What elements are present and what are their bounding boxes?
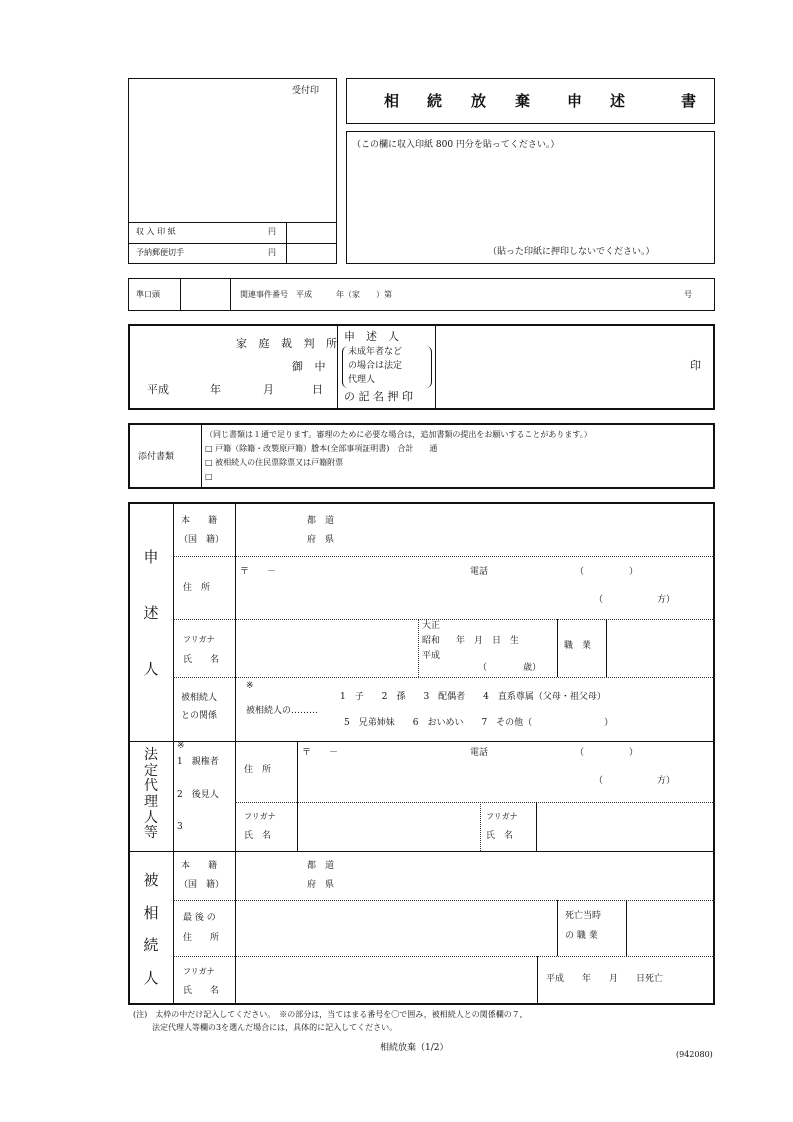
applicant-fuken: 府 県	[307, 535, 335, 545]
relation-prefix: 被相続人の………	[246, 706, 319, 716]
relation-label-1: 被相続人	[181, 693, 218, 703]
case-number-row	[128, 278, 715, 311]
era-taisho[interactable]: 大正	[422, 621, 441, 631]
deceased-kokuseki-label: （国 籍）	[179, 880, 225, 890]
attachments-label: 添付書類	[138, 452, 175, 462]
applicant-phone-label: 電話	[470, 567, 489, 577]
postage-label: 予納郵便切手	[136, 248, 184, 257]
applicant-furigana-label: フリガナ	[183, 635, 215, 644]
legal-rep-address-label: 住 所	[244, 765, 272, 775]
applicant-section-label	[141, 548, 161, 678]
stamp-instruction: （この欄に収入印紙 800 円分を貼ってください。）	[352, 140, 560, 150]
attachments-note: （同じ書類は１通で足ります。審理のために必要な場合は，追加書類の提出をお願いすることがあります。）	[205, 430, 592, 439]
legal-rep-opt-parent[interactable]: 1 親権者	[177, 757, 219, 767]
deceased-todo: 都 道	[307, 861, 335, 871]
stamp-paste-area[interactable]	[346, 131, 715, 264]
jun-kuchi-label: 準口頭	[136, 290, 160, 299]
applicant-postal[interactable]: 〒 －	[240, 567, 277, 577]
applicant-occupation-label: 職 業	[564, 641, 592, 651]
paren-line-1: 未成年者など	[348, 347, 403, 357]
applicant-honseki-label: 本 籍	[181, 516, 218, 526]
title-char-5: 申	[567, 92, 583, 110]
attachment-item-1[interactable]: □ 戸籍（除籍・改製原戸籍）謄本(全部事項証明書) 合計 通	[205, 444, 438, 453]
related-case-number[interactable]: 関連事件番号 平成 年（家 ）第	[240, 290, 392, 299]
deceased-furigana-label: フリガナ	[183, 967, 215, 976]
footer-note-1: (注) 太枠の中だけ記入してください。 ※の部分は，当てはまる番号を〇で囲み，被相続人との関係欄の７,	[133, 1010, 523, 1019]
footer-note-2: 法定代理人等欄の3を選んだ場合には，具体的に記入してください。	[152, 1023, 398, 1032]
applicant-todo: 都 道	[307, 516, 335, 526]
court-label: 家 庭 裁 判 所	[236, 337, 341, 350]
onchu-label: 御 中	[292, 360, 330, 373]
deceased-occupation-label-2: の 職 業	[565, 931, 598, 941]
legal-rep-furigana-label-2: フリガナ	[486, 812, 518, 821]
revenue-stamp-yen: 円	[268, 227, 276, 236]
date-month: 月	[263, 383, 274, 396]
legal-rep-kata-field[interactable]: （ 方）	[594, 776, 676, 786]
postage-yen: 円	[268, 248, 276, 257]
title-char-7: 書	[681, 92, 697, 110]
date-year: 年	[210, 383, 221, 396]
date-day: 日	[312, 383, 323, 396]
applicant-section-char: 述	[143, 604, 159, 622]
legal-rep-char: 定	[144, 762, 158, 779]
legal-rep-postal[interactable]: 〒 －	[302, 748, 339, 758]
title-box	[346, 78, 715, 124]
date-heisei: 平成	[147, 383, 169, 396]
page-label: 相続放棄（1/2）	[380, 1043, 449, 1053]
applicant-section-char: 申	[143, 548, 159, 566]
legal-rep-section-label	[141, 748, 161, 842]
legal-rep-phone-label: 電話	[470, 748, 489, 758]
relation-label-2: との関係	[181, 711, 218, 721]
deceased-fuken: 府 県	[307, 880, 335, 890]
applicant-signature-head: 申 述 人	[344, 330, 399, 343]
era-heisei[interactable]: 平成	[422, 651, 441, 661]
paren-line-3: 代理人	[348, 375, 376, 385]
deceased-section-char: 相	[143, 903, 159, 922]
legal-rep-char: 法	[144, 747, 158, 763]
applicant-kata-field[interactable]: （ 方）	[594, 595, 676, 605]
deceased-section-label	[141, 872, 161, 986]
deceased-last-address-label-2: 住 所	[183, 933, 220, 943]
deceased-section-char: 続	[143, 936, 159, 954]
relation-asterisk: ※	[246, 681, 254, 691]
era-showa[interactable]: 昭和	[422, 636, 441, 646]
deceased-name-label: 氏 名	[183, 986, 220, 996]
legal-rep-opt-other[interactable]: 3	[177, 822, 183, 832]
applicant-age[interactable]: （ 歳）	[478, 663, 542, 673]
attachment-item-2[interactable]: □ 被相続人の住民票除票又は戸籍附票	[205, 458, 344, 467]
deceased-honseki-label: 本 籍	[181, 861, 218, 871]
reception-stamp-label: 受付印	[292, 86, 320, 96]
form-code: (942080)	[676, 1050, 713, 1059]
legal-rep-asterisk: ※	[177, 741, 185, 751]
legal-rep-char: 理	[144, 794, 158, 811]
title-char-1: 相	[384, 92, 400, 110]
legal-rep-furigana-label: フリガナ	[244, 812, 276, 821]
relation-options-2[interactable]: 5 兄弟姉妹 6 おいめい 7 その他（ ）	[344, 718, 614, 728]
legal-rep-char: 人	[144, 809, 158, 826]
birth-ymd[interactable]: 年 月 日 生	[456, 636, 520, 646]
title-char-4: 棄	[515, 92, 531, 110]
title-char-6: 述	[610, 92, 626, 110]
legal-rep-char: 等	[144, 825, 158, 842]
deceased-last-address-label-1: 最 後 の	[183, 913, 216, 923]
applicant-name-label: 氏 名	[183, 655, 220, 665]
applicant-phone-field[interactable]: （ ）	[575, 567, 639, 577]
legal-rep-name-label-2: 氏 名	[486, 831, 514, 841]
paren-line-2: の場合は法定	[348, 361, 403, 371]
sign-label: の 記 名 押 印	[344, 390, 413, 403]
legal-rep-char: 代	[144, 778, 158, 795]
attachment-item-3[interactable]: □	[205, 472, 213, 481]
case-go: 号	[684, 290, 692, 299]
applicant-address-label: 住 所	[183, 583, 211, 593]
relation-options-1[interactable]: 1 子 2 孫 3 配偶者 4 直系尊属（父母・祖父母）	[340, 692, 606, 702]
legal-rep-phone-field[interactable]: （ ）	[575, 748, 639, 758]
revenue-stamp-label: 収 入 印 紙	[136, 227, 176, 236]
legal-rep-name-label: 氏 名	[244, 831, 272, 841]
deceased-section-char: 被	[143, 871, 159, 889]
title-char-3: 放	[471, 92, 487, 110]
legal-rep-opt-guardian[interactable]: 2 後見人	[177, 790, 219, 800]
applicant-kokuseki-label: （国 籍）	[179, 535, 225, 545]
stamp-note: （貼った印紙に押印しないでください。）	[488, 247, 655, 257]
deceased-occupation-label-1: 死亡当時	[565, 911, 602, 921]
seal-mark: 印	[690, 359, 701, 372]
deceased-section-char: 人	[143, 968, 159, 987]
death-date[interactable]: 平成 年 月 日死亡	[546, 974, 664, 984]
applicant-section-char: 人	[143, 660, 159, 678]
title-char-2: 続	[427, 92, 443, 110]
